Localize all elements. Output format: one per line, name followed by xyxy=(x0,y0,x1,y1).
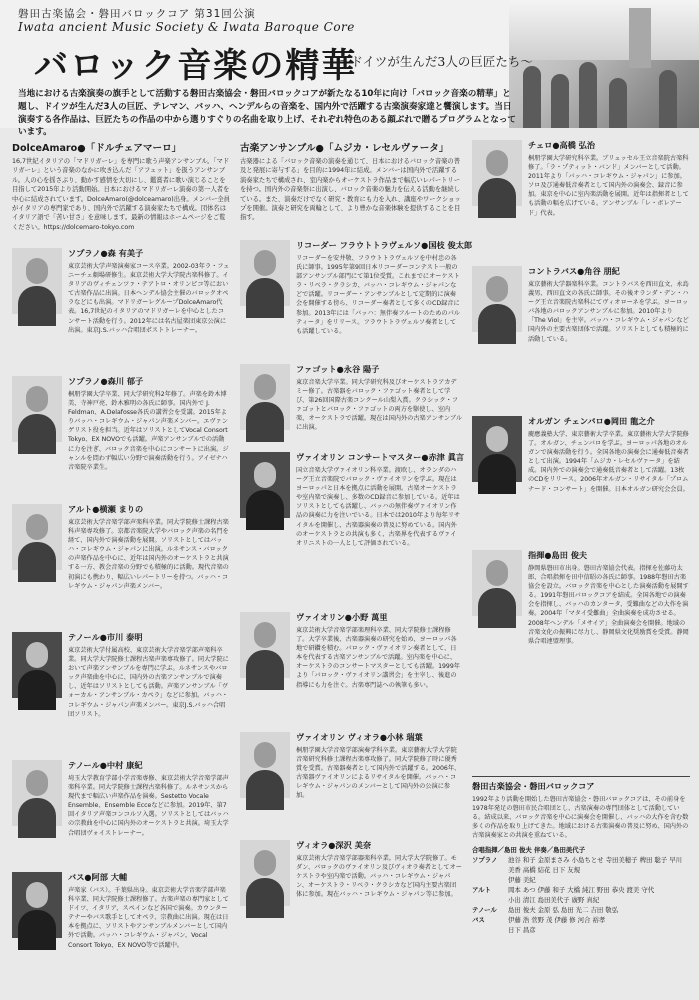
member-names: 岡本 あつ 伊藤 和子 大橋 純江 野田 恭央 渡美 守代 xyxy=(508,886,655,894)
column-left xyxy=(12,140,230,982)
person-photo-icon xyxy=(12,248,62,314)
performer-biography: リコーダーを安井敬、フラウトトラヴェルソを中村忠の各氏に師事。1995年第9回日本リコーダーコンテスト一般の部アンサンブル部門にて第1位受賞。これまでにオーケストラ・リベラ・クラシカ、バッハ・コレギウム・ジャパンなどで活躍。リコーダー・アンサンブルとして定期的に演奏会を開催する傍ら、リコーダー奏者として多くのCD録音に参加。2013年には「バッハ：無伴奏フルートのためのパルティータ」をリリース。フラウトトラヴェルソ奏者としても活躍している。 xyxy=(296,255,460,335)
member-list xyxy=(472,845,690,935)
person-photo-icon xyxy=(240,364,290,430)
member-names: 伊藤 浩 菅野 茂 伊藤 修 河合 裕孝 xyxy=(508,916,606,924)
performer-biography: 静岡県磐田市出身。磐田古楽協会代表。指揮を佐藤功太郎、合唱指揮を田中信昭の各氏に師事。1988年磐田古楽協会を設立。バロック音楽を中心とした演奏活動を展開する。1991年磐田バロックコアを結成。全国各地での演奏会を指揮し、バッハのカンタータ、受難曲などの大作を演奏。2004年「マタイ受難曲」全曲演奏を成功させる。2008年ヘンデル「メサイア」全曲演奏会を開催。地域の音楽文化の振興に尽力し、静岡県文化奨励賞を受賞。静岡県合唱連盟理事。 xyxy=(528,565,689,645)
member-names: 日下 昌彦 xyxy=(508,926,536,934)
performer-entry xyxy=(12,872,230,982)
performer-role-name: ヴァイオリン ヴィオラ●小林 瑞葉 xyxy=(296,732,423,742)
voice-part xyxy=(472,925,502,935)
person-photo-icon xyxy=(472,550,522,616)
performer-role-name: チェロ●高橋 弘治 xyxy=(528,140,596,150)
member-names: 島田 俊夫 金原 弘 島田 光二 吉田 敬弘 xyxy=(508,906,619,914)
performer-biography: 国立音楽大学ヴァイオリン科卒業。渡欧し、オランダのハーグ王立音楽院でバロック・ヴァイオリンを学ぶ。現在はヨーロッパと日本を拠点に活動を展開。古楽オーケストラや室内楽で演奏し、多数のCD録音に参加している。近年はソリストとしても活躍し、バッハの無伴奏ヴァイオリン作品の演奏に力を注いでいる。日本では2010年より毎年リサイタルを開催し、古楽器演奏の普及に努めている。国内外のオーケストラとの共演も多く、古楽界を代表するヴァイオリニストの一人として評価されている。 xyxy=(296,467,461,547)
intro-paragraph: 当地における古楽演奏の旗手として活動する磐田古楽協会・磐田バロックコアが新たなる10年に向け「バロック音楽の精華」と題し、ドイツが生んだ3人の巨匠、テレマン、バッハ、ヘンデルらの音楽を、国内外で活躍する古楽演奏家達と饗演します。当日演奏する各作品は、巨匠たちの作品の中から選りすぐりの名曲を取り上げ、それぞれ特色のある顔ぶれで贈るプログラムとなっています。 xyxy=(18,89,517,138)
person-photo-icon xyxy=(240,732,290,798)
ensemble-title: DolceAmaro●「ドルチェアマーロ」 xyxy=(12,143,182,154)
performer-biography: 声楽家（バス）。千葉県出身。東京芸術大学音楽学部声楽科卒業、同大学院修士課程修了。古楽声楽の専門家としてドイツ、イタリア、スペインなど各国で演奏。カウンターテナーやバス歌手としてオペラ、宗教曲に出演。現在は日本を拠点に、ソリストやアンサンブルメンバーとして国内外で活動。バッハ・コレギウム・ジャパン、Vocal Consort Tokyo、EX NOVO等で活躍中。 xyxy=(68,887,229,949)
performer-biography: 慶應義塾大学、東京藝術大学卒業。東京藝術大学大学院修了。オルガン、チェンバロを学ぶ。ヨーロッパ各地のオルガンで演奏活動を行う。全国各地の演奏会に通奏低音奏者として出演。1994年「ムジカ・レセルヴァータ」を結成。国内外での演奏会で通奏低音奏者として活躍。13枚のCDをリリース。2006年オルガン・リサイタル「プロムナード・コンサート」を開催。日本オルガン研究会会員。 xyxy=(528,431,689,493)
page-subtitle: ～ドイツが生んだ3人の巨匠たち～ xyxy=(338,54,533,69)
performer-entry xyxy=(240,240,473,364)
performer-role-name: オルガン チェンバロ●岡田 龍之介 xyxy=(528,416,655,426)
performer-entry xyxy=(12,632,230,760)
performer-biography: 桐朋学園大学音楽学部演奏学科卒業。東京藝術大学大学院音楽研究科修士課程古楽専攻修了。同大学院修了時に優秀賞を受賞。古楽器奏者として国内外で活躍する。2006年、古楽器ヴァイオリンによるリサイタルを開催。バッハ・コレギウム・ジャパンのメンバーとして国内外の公演に参加。 xyxy=(296,747,461,800)
person-photo-icon xyxy=(12,376,62,442)
person-photo-icon xyxy=(472,140,522,206)
voice-part: ソプラノ xyxy=(472,856,498,864)
person-photo-icon xyxy=(12,632,62,698)
concert-series-label: 磐田古楽協会・磐田バロックコア 第31回公演 xyxy=(18,8,256,20)
header-painting-image xyxy=(509,0,699,128)
english-organization-name: Iwata ancient Music Society & Iwata Baroque Core xyxy=(18,20,355,34)
performer-biography: 東京藝術大学器楽科卒業。コントラバスを西田直文、永島義男、西田直文の各氏に師事。その後オランダ・デン・ハーグ王立音楽院古楽科にてヴィオローネを学ぶ。ヨーロッパ各地のバロックアンサンブルに参加。2010年より「The Viol」を主宰。バッハ・コレギウム・ジャパンなど国内外の主要古楽団体で活躍。ソリストとしても積極的に活動している。 xyxy=(528,281,689,343)
person-photo-icon xyxy=(472,266,522,332)
person-photo-icon xyxy=(472,416,522,482)
member-row xyxy=(472,915,690,925)
choir-section xyxy=(472,776,690,935)
member-names: 伊藤 美紀 xyxy=(508,876,536,884)
voice-part: テノール xyxy=(472,906,497,914)
performer-biography: 埼玉大学教育学部小学音楽専修、東京芸術大学音楽学部声楽科卒業。同大学院修士課程古楽科修了。ルネサンスから現代まで幅広い声楽作品を演奏。Sestetto Vocale Ensemble、Ensemble Ecceなどに参加。2019年、第7回イタリア声楽コンコルソ入選。ソリストとしてはバッハの宗教曲を中心に国内外のオーケストラと共演。埼玉大学合唱団ヴォイストレーナー。 xyxy=(68,775,229,837)
performer-role-name: コントラバス●角谷 朋紀 xyxy=(528,266,620,276)
performer-biography: 東京芸術大学音楽学部器楽科卒業。同大学大学院修了。モダン、バロックのヴァイオリン及びヴィオラ奏者としてオーケストラや室内楽で活動。バッハ・コレギウム・ジャパン、オーケストラ・リベラ・クラシカなど国内主要古楽団体に参加。現在バッハ・コレギウム・ジャパン等に参加。 xyxy=(296,855,462,899)
column-right xyxy=(472,140,690,760)
performer-entry xyxy=(472,266,690,416)
performer-entry xyxy=(240,732,462,840)
performer-entry xyxy=(472,416,690,550)
performer-role-name: ソプラノ●森川 郁子 xyxy=(68,376,144,386)
performer-biography: 桐朋学園大学研究科卒業。ブリュッセル王立音楽院古楽科修了。「ラ・プティット・バンド」メンバーとして活動。2011年より「バッハ・コレギウム・ジャパン」に参加。ソロ及び通奏低音奏者として国内外の演奏会、録音に参加。東京を中心に室内楽活動を展開。近年は指揮者としても活動の幅を広げている。アンサンブル「レ・ボレアード」代表。 xyxy=(528,155,689,217)
performer-role-name: バス●阿部 大輔 xyxy=(68,872,128,882)
performer-entry xyxy=(472,550,690,760)
person-photo-icon xyxy=(240,240,290,306)
choir-title: 磐田古楽協会・磐田バロックコア xyxy=(472,776,690,792)
performer-biography: 東京芸術大学声楽演奏家コース卒業。2002-03年ラ・フェニーチェ劇場研修生。東京芸術大学大学院古楽科修了。イタリアのヴィチェンツァ・テアトロ・オリンピコ等において古楽作品に出演。日本ヘンデル協会主催のバロックオペラなどにも出演。マドリガーレグループDolceAmaro代表。16,7世紀のイタリアのマドリガーレを中心としたコンサート活動を行う。2012年には名古屋楽団東京公演に出演。東京J.S.バッハ合唱団ポストトレーナー。 xyxy=(68,263,230,334)
page-header xyxy=(0,0,699,138)
member-names: 小出 清江 島田美代子 廣野 真紀 xyxy=(508,896,600,904)
member-names: 池谷 和子 金原まさみ 小島ちとせ 寺田美穂子 稗田 聡子 早川 美香 高橋 結花 日下 友規 xyxy=(508,856,682,874)
performer-role-name: リコーダー フラウトトラヴェルソ●国枝 俊太郎 xyxy=(296,240,473,250)
voice-part xyxy=(472,875,502,885)
ensemble-description: 16,7世紀イタリアの「マドリガーレ」を専門に歌う声楽アンサンブル。「マドリガーレ」という音楽のなかに吹き込んだ「アフェット」を扱うアンサンブル。人の心を揺さぶり、動かす感情を大切にし、鑑賞者に歌い演じることを目指して2015年より活動開始。日本におけるマドリガーレ演奏の第一人者を中心に結成されています。DolceAmaro(@dolceamaro)出身。メンバー全員がイタリアの専門家であり、国内外で活躍する演奏家たちで構成。団体名はイタリア語で「苦い甘さ」を意味します。最新の情報はホームページをご覧ください。https://dolcemaro-tokyo.com xyxy=(12,158,230,231)
performer-biography: 東京芸術大学音楽学部楽理科卒業、同大学院修士課程修了。大学卒業後、古楽器演奏の研究を始め、ヨーロッパ各地で研鑽を積む。バロック・ヴァイオリン奏者として、日本を代表する古楽アンサンブルで活躍。室内楽を中心に、オーケストラのコンサートマスターとしても活躍。1999年より「バロック・ヴァイオリン講習会」を主宰し、後進の指導にも力を注ぐ。古楽専門誌への執筆も多い。 xyxy=(296,627,460,689)
performer-entry xyxy=(12,760,230,872)
person-photo-icon xyxy=(12,760,62,826)
page-title: バロック音楽の精華 xyxy=(34,46,358,86)
ensemble-title: 古楽アンサンブル●「ムジカ・レセルヴァータ」 xyxy=(240,143,449,154)
member-row xyxy=(472,925,690,935)
performer-role-name: アルト●横瀬 まりの xyxy=(68,504,144,514)
performer-role-name: ヴァイオリン コンサートマスター●赤津 眞言 xyxy=(296,452,465,462)
person-photo-icon xyxy=(240,452,290,518)
voice-part: バス xyxy=(472,916,485,924)
performer-role-name: テノール●中村 康紀 xyxy=(68,760,143,770)
performer-entry xyxy=(12,376,230,504)
ensemble-section-dolceamaro xyxy=(12,140,230,248)
performer-entry xyxy=(12,504,230,632)
member-row xyxy=(472,875,690,885)
performer-role-name: ソプラノ●森 有美子 xyxy=(68,248,144,258)
column-middle xyxy=(240,140,473,940)
performer-biography: 東京芸術大学付属高校、東京芸術大学音楽学部声楽科卒業。同大学大学院修士課程古楽声楽専攻修了。同大学院において声楽アンサンブルを専門に学ぶ。ルネサンスやバロック声楽曲を中心に、国内外の古楽アンサンブルで演奏し、近年はソリストとしても活動。声楽アンサンブル「ヴォーカル・アンサンブル・カペラ」などに参加。バッハ・コレギウム・ジャパン声楽メンバー。東京J.S.バッハ合唱団ソリスト。 xyxy=(68,647,229,718)
performer-entry xyxy=(240,840,462,940)
performer-entry xyxy=(12,248,230,376)
performer-biography: 東京音楽大学卒業。同大学研究科及びオーケストラアカデミー修了。古楽器をバロック・ファゴット奏者として学び、第26回国際古楽コンクール山梨入賞。クラシック・ファゴットとバロック・ファゴットの両方を駆使し、室内楽、オーケストラで活躍。現在は国内外の古楽アンサンブルに出演。 xyxy=(296,379,463,432)
person-photo-icon xyxy=(240,612,290,678)
performer-entry xyxy=(240,364,462,452)
performer-role-name: ヴィオラ●深沢 美奈 xyxy=(296,840,372,850)
performer-role-name: ファゴット●永谷 陽子 xyxy=(296,364,380,374)
person-photo-icon xyxy=(240,840,290,906)
member-row xyxy=(472,905,690,915)
person-photo-icon xyxy=(12,872,62,938)
voice-part xyxy=(472,895,502,905)
ensemble-section-musica-reservata xyxy=(240,140,462,240)
ensemble-description: 古楽器による「バロック音楽の演奏を通じて、日本におけるバロック音楽の普及と発展に寄与する」を目的に1994年に結成。メンバーは国内外で活躍する演奏家たちで構成され、室内楽からオーケストラ作品まで幅広いレパートリーを持つ。国内外の音楽祭に出演し、バロック音楽の魅力を伝える活動を継続している。また、演奏だけでなく研究・教育にも力を入れ、講座やワークショップを開催。演奏と研究を両輪として、より豊かな音楽体験を提供することを目指す。 xyxy=(240,158,461,222)
performer-entry xyxy=(240,612,462,732)
performer-entry xyxy=(472,140,690,266)
conductor-accompanist-line: 合唱指揮／島田 俊夫 伴奏／島田美代子 xyxy=(472,846,586,854)
member-row xyxy=(472,885,690,895)
member-row xyxy=(472,895,690,905)
performer-role-name: テノール●市川 泰明 xyxy=(68,632,143,642)
person-photo-icon xyxy=(12,504,62,570)
choir-description: 1992年より活動を開始した磐田古楽協会・磐田バロックコアは、その前身を1978年発足の磐田市民合唱団とし、古楽演奏の専門団体として活動している。結成以来、バロック音楽を中心に演奏会を開催し、バッハの大作を含む数多くの作品を取り上げてきた。地域における古楽演奏の普及に努め、国内外の古楽演奏家との共演を重ねている。 xyxy=(472,796,689,839)
performer-biography: 東京芸術大学音楽学部声楽科卒業。同大学院修士課程古楽科声楽専攻修了。京都音楽院大学やバロック声楽の名門を経て、国内外で演奏活動を展開。ソリストとしてはバッハ・コレギウム・ジャパンに出演。ルネサンス・バロックの声楽作品を中心に、近年は国内外のオーケストラと共演する一方、教会音楽の分野でも積極的に活動。現代音楽の初演にも携わり、幅広いレパートリーを持つ。バッハ・コレギウム・ジャパン声楽メンバー。 xyxy=(68,519,229,590)
performer-role-name: ヴァイオリン●小野 萬里 xyxy=(296,612,388,622)
voice-part: アルト xyxy=(472,886,491,894)
performer-entry xyxy=(240,452,465,612)
member-row xyxy=(472,855,690,875)
performer-role-name: 指揮●島田 俊夫 xyxy=(528,550,588,560)
performer-biography: 桐朋学園大学卒業、同大学研究科2年修了。声楽を鈴木博美、寺神戸亮、鈴木雅明の各氏に師事。国内外で J. Feldman、A.Delafosse各氏の講習会を受講。2015年よりバッハ・コレギウム・ジャパン声楽メンバー。エヴァンゲリスト役を担当。近年はソリストとしてVocal Consort Tokyo、EX NOVOでも活躍。声楽アンサンブルでの活動に力を注ぎ、バロック音楽を中心にコンサートに出演。ジャンルを問わず幅広い分野で演奏活動を行う。アイゼナハ音楽院卒業生。 xyxy=(68,391,229,471)
